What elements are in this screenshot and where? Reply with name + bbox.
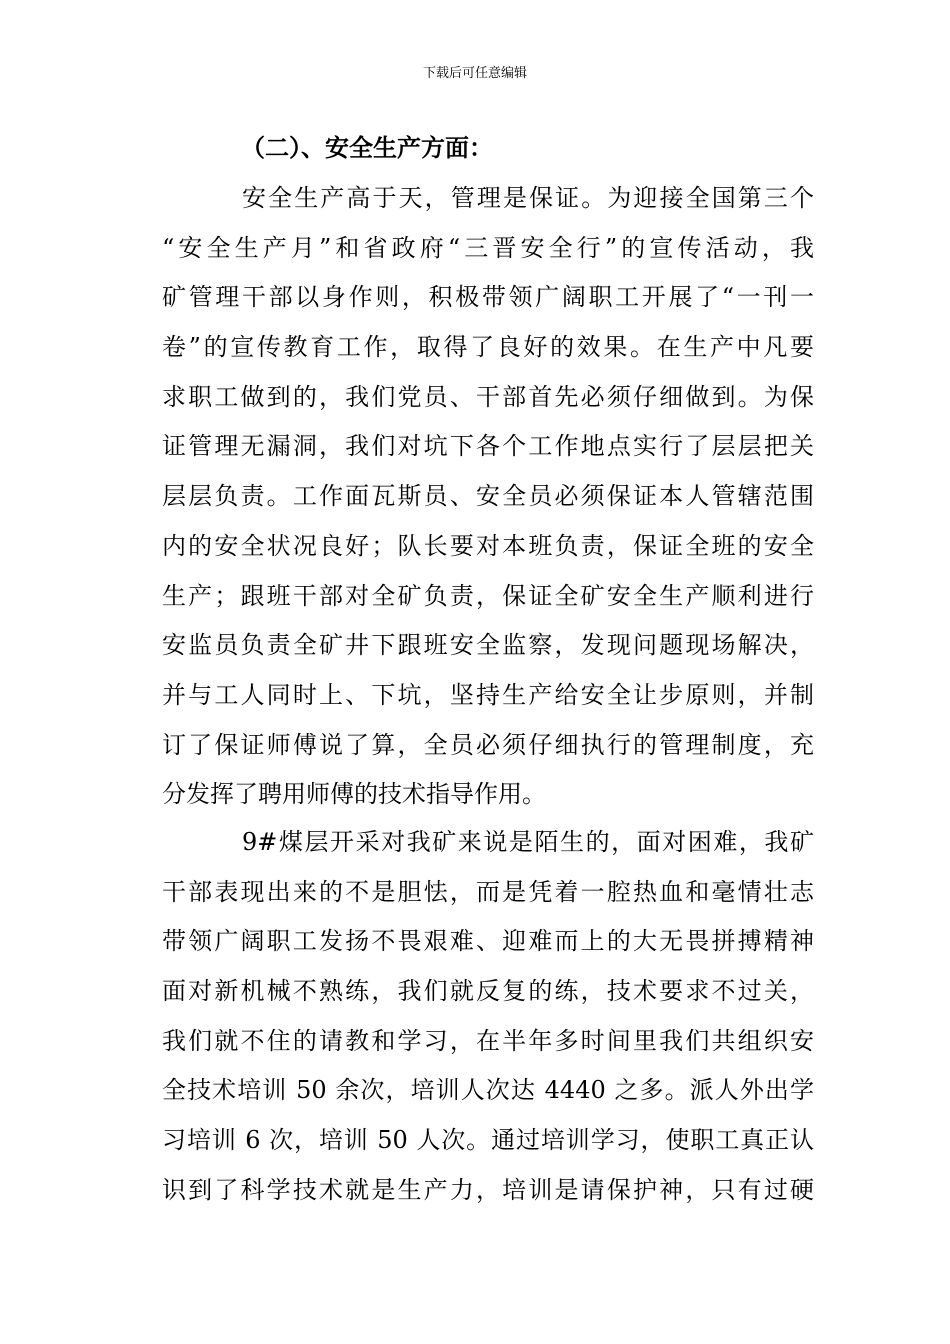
text-line: 我们就不住的请教和学习，在半年多时间里我们共组织安 [162, 1026, 814, 1055]
text-line: “安全生产月”和省政府“三晋安全行”的宣传活动，我 [162, 233, 814, 262]
text-line: 内的安全状况良好；队长要对本班负责，保证全班的安全 [162, 531, 814, 560]
section-heading: （二）、安全生产方面： [241, 133, 493, 162]
text-line: 习培训 6 次，培训 50 人次。通过培训学习，使职工真正认 [162, 1126, 814, 1155]
text-line: 分发挥了聘用师傅的技术指导作用。 [162, 780, 546, 809]
text-line: 订了保证师傅说了算，全员必须仔细执行的管理制度，充 [162, 730, 814, 759]
text-line: 面对新机械不熟练，我们就反复的练，技术要求不过关， [162, 977, 814, 1006]
paragraph-coal-seam-training [162, 818, 814, 1216]
text-line: 层层负责。工作面瓦斯员、安全员必须保证本人管辖范围 [162, 482, 814, 511]
text-line: 9#煤层开采对我矿来说是陌生的，面对困难，我矿 [242, 828, 814, 856]
header-note: 下载后可任意编辑 [422, 66, 527, 81]
text-line: 安监员负责全矿井下跟班安全监察，发现问题现场解决， [162, 631, 814, 660]
text-line: 证管理无漏洞，我们对坑下各个工作地点实行了层层把关 [162, 432, 814, 461]
text-line: 卷”的宣传教育工作，取得了良好的效果。在生产中凡要 [162, 333, 814, 362]
paragraph-safety-management [162, 174, 814, 820]
text-line: 安全生产高于天，管理是保证。为迎接全国第三个 [242, 184, 814, 212]
text-line: 求职工做到的，我们党员、干部首先必须仔细做到。为保 [162, 382, 814, 411]
text-line: 生产；跟班干部对全矿负责，保证全矿安全生产顺利进行 [162, 581, 814, 610]
text-line: 干部表现出来的不是胆怯，而是凭着一腔热血和毫情壮志 [162, 877, 814, 906]
text-line: 并与工人同时上、下坑，坚持生产给安全让步原则，并制 [162, 680, 814, 709]
text-line: 识到了科学技术就是生产力，培训是请保护神，只有过硬 [162, 1175, 814, 1204]
text-line: 带领广阔职工发扬不畏艰难、迎难而上的大无畏拼搏精神 [162, 927, 814, 956]
text-line: 全技术培训 50 余次，培训人次达 4440 之多。派人外出学 [162, 1076, 814, 1105]
text-line: 矿管理干部以身作则，积极带领广阔职工开展了“一刊一 [162, 283, 814, 312]
